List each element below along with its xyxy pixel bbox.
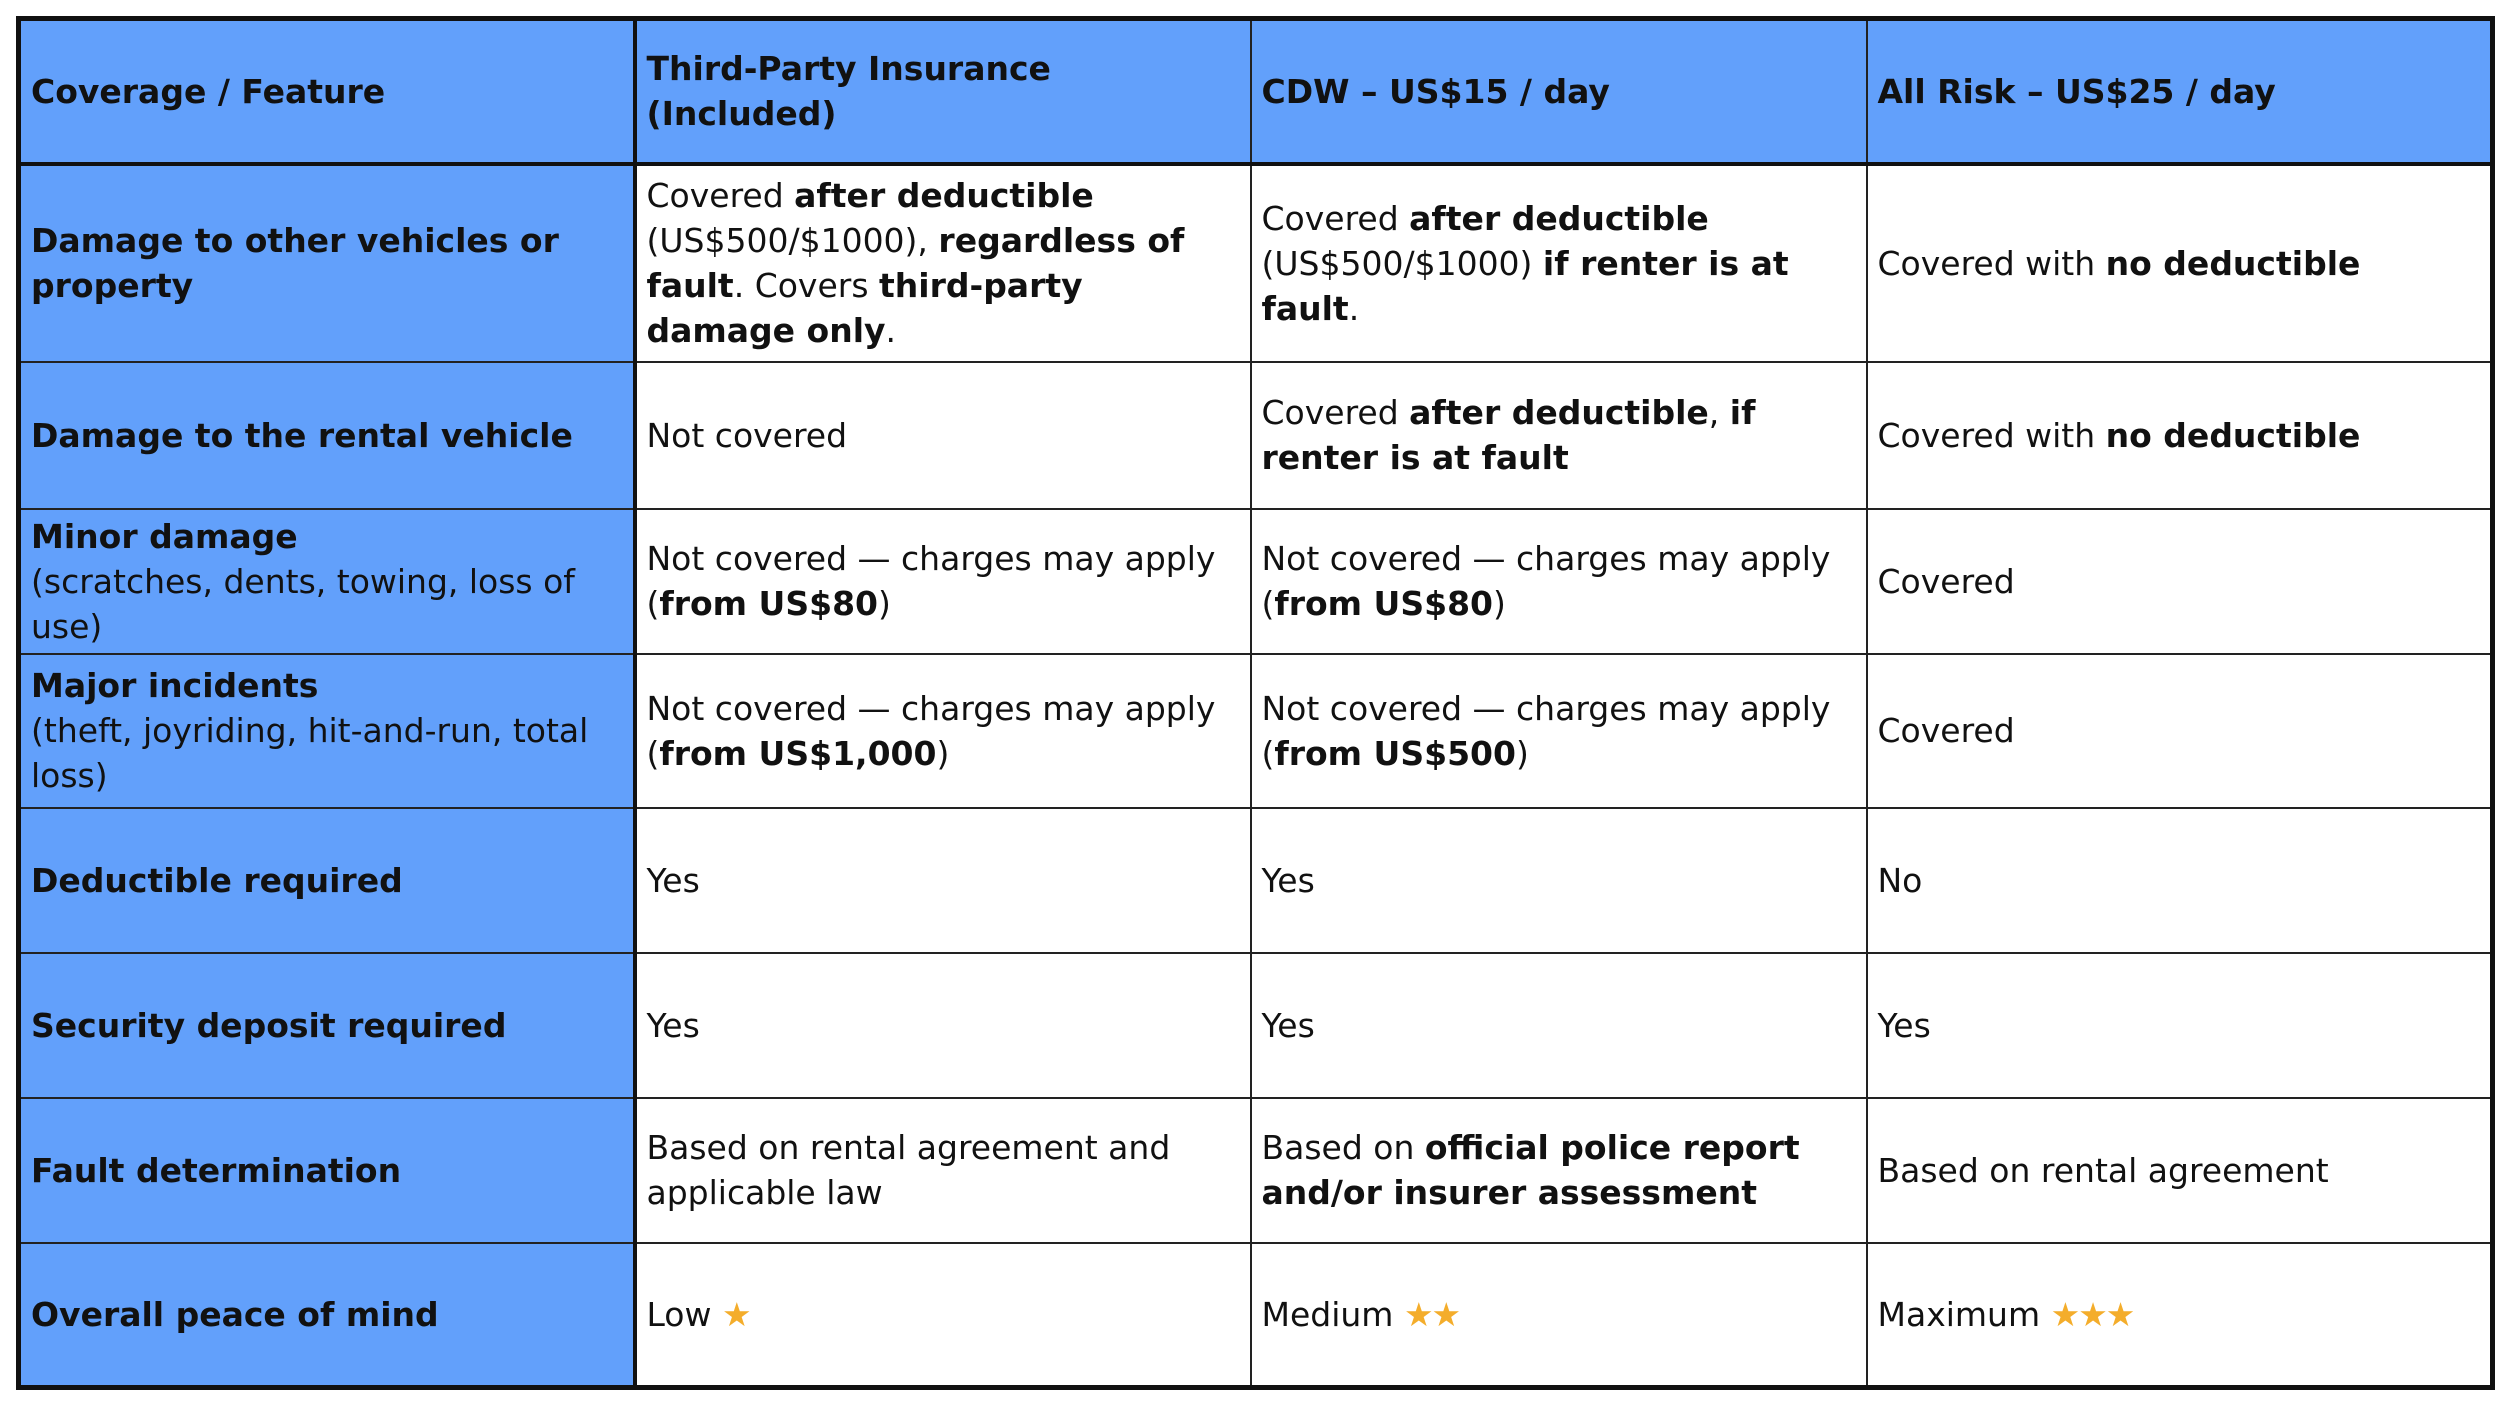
feature-cell: Damage to the rental vehicle	[19, 362, 635, 509]
table-row	[19, 808, 2493, 953]
header-all-risk: All Risk – US$25 / day	[1867, 19, 2493, 164]
table-row	[19, 953, 2493, 1098]
all-risk-cell: No	[1867, 808, 2493, 953]
table-row	[19, 1243, 2493, 1388]
cdw-cell: Yes	[1251, 953, 1867, 1098]
cdw-cell: Based on official police report and/or insurer assessment	[1251, 1098, 1867, 1243]
all-risk-cell: Based on rental agreement	[1867, 1098, 2493, 1243]
cdw-cell: Not covered — charges may apply (from US$80)	[1251, 509, 1867, 654]
feature-cell: Major incidents (theft, joyriding, hit-and-run, total loss)	[19, 654, 635, 808]
table-row	[19, 362, 2493, 509]
feature-cell: Overall peace of mind	[19, 1243, 635, 1388]
third-party-cell: Covered after deductible (US$500/$1000), regardless of fault. Covers third-party damage only.	[635, 164, 1251, 362]
feature-cell: Deductible required	[19, 808, 635, 953]
star-icon: ★	[722, 1294, 750, 1334]
table-row	[19, 654, 2493, 808]
table-row	[19, 509, 2493, 654]
feature-cell: Minor damage (scratches, dents, towing, loss of use)	[19, 509, 635, 654]
third-party-cell: Not covered — charges may apply (from US$80)	[635, 509, 1251, 654]
header-cdw: CDW – US$15 / day	[1251, 19, 1867, 164]
third-party-cell: Yes	[635, 808, 1251, 953]
table-header-row	[19, 19, 2493, 164]
cdw-cell: Covered after deductible, if renter is at fault	[1251, 362, 1867, 509]
table-row	[19, 164, 2493, 362]
all-risk-cell: Covered with no deductible	[1867, 164, 2493, 362]
header-third-party: Third-Party Insurance (Included)	[635, 19, 1251, 164]
third-party-cell: Not covered	[635, 362, 1251, 509]
third-party-cell: Low ★	[635, 1243, 1251, 1388]
cdw-cell: Yes	[1251, 808, 1867, 953]
cdw-cell: Medium ★★	[1251, 1243, 1867, 1388]
comparison-table-container	[16, 16, 2490, 1386]
star-icon: ★★★	[2050, 1294, 2134, 1334]
star-icon: ★★	[1403, 1294, 1460, 1334]
third-party-cell: Yes	[635, 953, 1251, 1098]
table-row	[19, 1098, 2493, 1243]
insurance-comparison-table	[16, 16, 2495, 1390]
cdw-cell: Not covered — charges may apply (from US$500)	[1251, 654, 1867, 808]
header-feature: Coverage / Feature	[19, 19, 635, 164]
third-party-cell: Based on rental agreement and applicable law	[635, 1098, 1251, 1243]
cdw-cell: Covered after deductible (US$500/$1000) if renter is at fault.	[1251, 164, 1867, 362]
all-risk-cell: Covered	[1867, 654, 2493, 808]
all-risk-cell: Covered with no deductible	[1867, 362, 2493, 509]
feature-cell: Security deposit required	[19, 953, 635, 1098]
feature-cell: Fault determination	[19, 1098, 635, 1243]
third-party-cell: Not covered — charges may apply (from US$1,000)	[635, 654, 1251, 808]
all-risk-cell: Covered	[1867, 509, 2493, 654]
all-risk-cell: Maximum ★★★	[1867, 1243, 2493, 1388]
feature-cell: Damage to other vehicles or property	[19, 164, 635, 362]
all-risk-cell: Yes	[1867, 953, 2493, 1098]
